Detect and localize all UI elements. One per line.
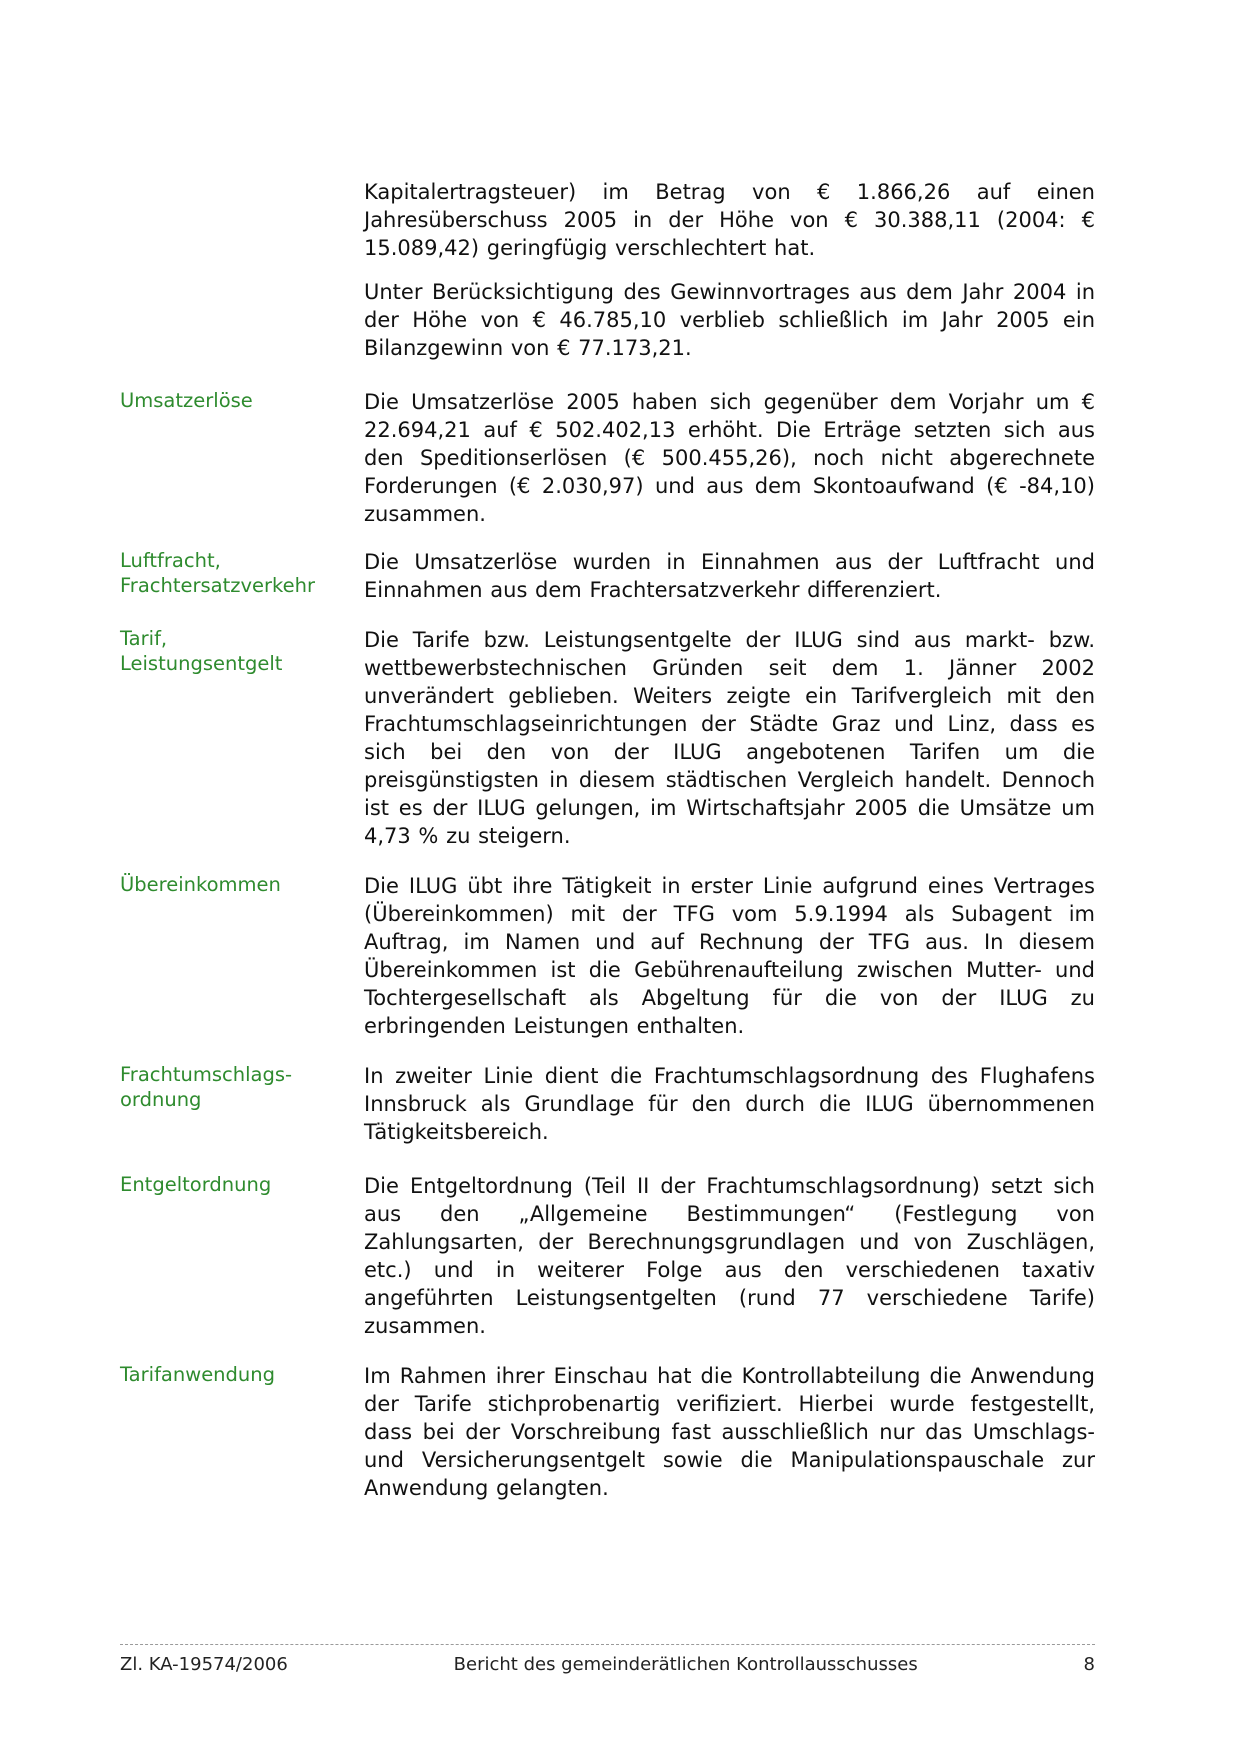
body-paragraph: Unter Berücksichtigung des Gewinnvortrages aus dem Jahr 2004 in der Höhe von € 46.785,10 verblieb schließlich im Jahr 2005 ein Bilanzgewinn von € 77.173,21. [364,280,1095,360]
section-luftfracht [120,548,1095,604]
body-paragraph: Die Umsatzerlöse 2005 haben sich gegenüber dem Vorjahr um € 22.694,21 auf € 502.402,13 erhöht. Die Erträge setzten sich aus den Speditionserlösen (€ 500.455,26), noch nicht abgerechnete Forderungen (€ 2.030,97) und aus dem Skontoaufwand (€ -84,10) zusammen. [364,390,1095,526]
page-number: 8 [1083,1654,1095,1675]
page-content [120,178,1095,1502]
margin-note [120,1362,364,1387]
section-tarifanwendung [120,1362,1095,1502]
margin-note-line: Tarifanwendung [120,1363,276,1386]
footer-row [120,1654,1095,1676]
margin-note [120,388,364,413]
margin-note-line: Frachtumschlags- [120,1063,293,1086]
body-paragraph: Im Rahmen ihrer Einschau hat die Kontrollabteilung die Anwendung der Tarife stichprobenartig verifiziert. Hierbei wurde festgestellt, dass bei der Vorschreibung fast ausschließlich nur das Umschlags- und Versicherungsentgelt sowie die Manipulationspauschale zur Anwendung gelangten. [364,1364,1095,1500]
body-paragraph: Die ILUG übt ihre Tätigkeit in erster Linie aufgrund eines Vertrages (Übereinkommen) mit der TFG vom 5.9.1994 als Subagent im Auftrag, im Namen und auf Rechnung der TFG aus. In diesem Übereinkommen ist die Gebührenaufteilung zwischen Mutter- und Tochtergesellschaft als Abgeltung für die von der ILUG zu erbringenden Leistungen enthalten. [364,874,1095,1038]
intro-block-1 [120,178,1095,262]
margin-note-line: Entgeltordnung [120,1173,272,1196]
margin-note-line: Tarif, [120,627,168,650]
body-paragraph: In zweiter Linie dient die Frachtumschlagsordnung des Flughafens Innsbruck als Grundlage für den durch die ILUG übernommenen Tätigkeitsbereich. [364,1064,1095,1144]
margin-note [120,1172,364,1197]
margin-note [120,1062,364,1112]
body-paragraph: Die Entgeltordnung (Teil II der Frachtumschlagsordnung) setzt sich aus den „Allgemeine Bestimmungen“ (Festlegung von Zahlungsarten, der Berechnungsgrundlagen und von Zuschlägen, etc.) und in weiterer Folge aus den verschiedenen taxativ angeführten Leistungsentgelten (rund 77 verschiedene Tarife) zusammen. [364,1174,1095,1338]
margin-note-line: Übereinkommen [120,873,281,896]
margin-note-line: Frachtersatzverkehr [120,574,316,597]
body-paragraph: Die Umsatzerlöse wurden in Einnahmen aus der Luftfracht und Einnahmen aus dem Frachtersatzverkehr differenziert. [364,550,1095,602]
margin-note [120,548,364,598]
footer-title: Bericht des gemeinderätlichen Kontrollausschusses [453,1654,918,1675]
margin-note [120,626,364,676]
margin-note [120,872,364,897]
body-paragraph: Kapitalertragsteuer) im Betrag von € 1.866,26 auf einen Jahresüberschuss 2005 in der Höhe von € 30.388,11 (2004: € 15.089,42) geringfügig verschlechtert hat. [364,180,1095,260]
section-uebereinkommen [120,872,1095,1040]
footer-reference: Zl. KA-19574/2006 [120,1654,288,1675]
section-entgeltordnung [120,1172,1095,1340]
footer-divider [120,1644,1095,1645]
body-paragraph: Die Tarife bzw. Leistungsentgelte der ILUG sind aus markt- bzw. wettbewerbstechnischen Gründen seit dem 1. Jänner 2002 unverändert geblieben. Weiters zeigte ein Tarifvergleich mit den Frachtumschlagseinrichtungen der Städte Graz und Linz, dass es sich bei den von der ILUG angebotenen Tarifen um die preisgünstigsten in diesem städtischen Vergleich handelt. Dennoch ist es der ILUG gelungen, im Wirtschaftsjahr 2005 die Umsätze um 4,73 % zu steigern. [364,628,1095,848]
margin-note-line: Umsatzerlöse [120,389,253,412]
intro-block-2 [120,278,1095,362]
margin-note-line: Luftfracht, [120,549,221,572]
section-umsatzerloese [120,388,1095,528]
margin-note-line: ordnung [120,1088,202,1111]
section-tarif [120,626,1095,850]
section-frachtumschlagsordnung [120,1062,1095,1146]
margin-note-line: Leistungsentgelt [120,652,283,675]
page-footer [120,1644,1095,1676]
